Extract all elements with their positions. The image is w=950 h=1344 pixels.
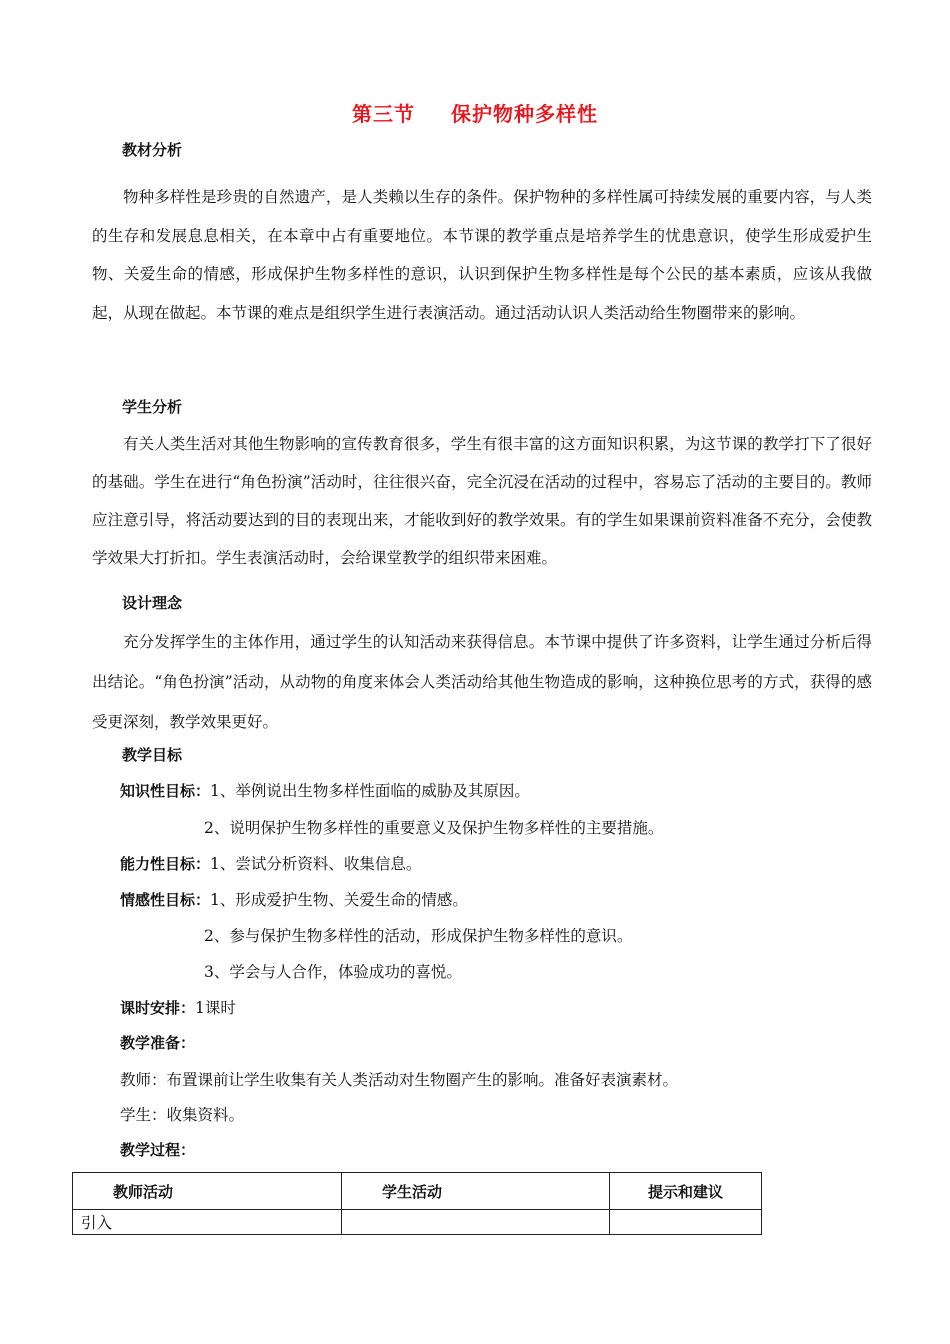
goal-emotion-1: 情感性目标：1、形成爱护生物、关爱生命的情感。	[120, 891, 468, 909]
prep-line	[120, 1032, 195, 1053]
table-header-row	[73, 1173, 762, 1210]
process-line	[120, 1139, 195, 1160]
prep-label: 教学准备：	[120, 1034, 196, 1052]
goal-knowledge-label: 知识性目标：	[120, 782, 211, 800]
table-header: 教师活动	[73, 1173, 342, 1210]
title-topic: 保护物种多样性	[451, 102, 598, 126]
table-cell: 引入	[73, 1210, 342, 1235]
goal-ability-label: 能力性目标：	[120, 855, 211, 873]
process-label: 教学过程：	[120, 1141, 196, 1159]
goal-knowledge-2: 2、说明保护生物多样性的重要意义及保护生物多样性的主要措施。	[204, 819, 664, 837]
table-header: 学生活动	[342, 1173, 610, 1210]
table-cell	[342, 1210, 610, 1235]
heading-students: 学生分析	[122, 398, 183, 416]
paragraph-analysis: 物种多样性是珍贵的自然遗产，是人类赖以生存的条件。保护物种的多样性属可持续发展的重要内容，与人类的生存和发展息息相关，在本章中占有重要地位。本节课的教学重点是培养学生的忧患意识，使学生形成爱护生物、关爱生命的情感，形成保护生物多样性的意识，认识到保护生物多样性是每个公民的基本素质，应该从我做起，从现在做起。本节课的难点是组织学生进行表演活动。通过活动认识人类活动给生物圈带来的影响。	[92, 188, 872, 322]
prep-teacher: 教师：布置课前让学生收集有关人类活动对生物圈产生的影响。准备好表演素材。	[120, 1071, 679, 1089]
schedule-label: 课时安排：	[120, 999, 196, 1017]
paragraph-students: 有关人类生活对其他生物影响的宣传教育很多，学生有很丰富的这方面知识积累，为这节课的教学打下了很好的基础。学生在进行“角色扮演”活动时，往往很兴奋，完全沉浸在活动的过程中，容易忘了活动的主要目的。教师应注意引导，将活动要达到的目的表现出来，才能收到好的教学效果。有的学生如果课前资料准备不充分，会使教学效果大打折扣。学生表演活动时，会给课堂教学的组织带来困难。	[92, 435, 872, 567]
title-section: 第三节	[352, 102, 415, 126]
page-title	[0, 98, 950, 127]
goal-ability-1: 能力性目标：1、尝试分析资料、收集信息。	[120, 855, 422, 873]
table-header: 提示和建议	[610, 1173, 762, 1210]
goal-emotion-2: 2、参与保护生物多样性的活动，形成保护生物多样性的意识。	[204, 927, 633, 945]
heading-analysis: 教材分析	[122, 141, 183, 159]
paragraph-design: 充分发挥学生的主体作用，通过学生的认知活动来获得信息。本节课中提供了许多资料，让学生通过分析后得出结论。“角色扮演”活动，从动物的角度来体会人类活动给其他生物造成的影响，这种换位思考的方式，获得的感受更深刻，教学效果更好。	[92, 633, 872, 731]
prep-student: 学生：收集资料。	[120, 1106, 245, 1124]
heading-design: 设计理念	[122, 594, 183, 612]
schedule-line	[120, 996, 236, 1018]
table-cell	[610, 1210, 762, 1235]
goal-emotion-3: 3、学会与人合作，体验成功的喜悦。	[204, 963, 462, 981]
heading-goals: 教学目标	[122, 746, 183, 764]
schedule-value: 1课时	[195, 999, 236, 1017]
goal-emotion-label: 情感性目标：	[120, 891, 211, 909]
goal-knowledge-1: 知识性目标：1、举例说出生物多样性面临的威胁及其原因。	[120, 782, 530, 800]
process-table	[72, 1172, 762, 1235]
table-row	[73, 1210, 762, 1235]
